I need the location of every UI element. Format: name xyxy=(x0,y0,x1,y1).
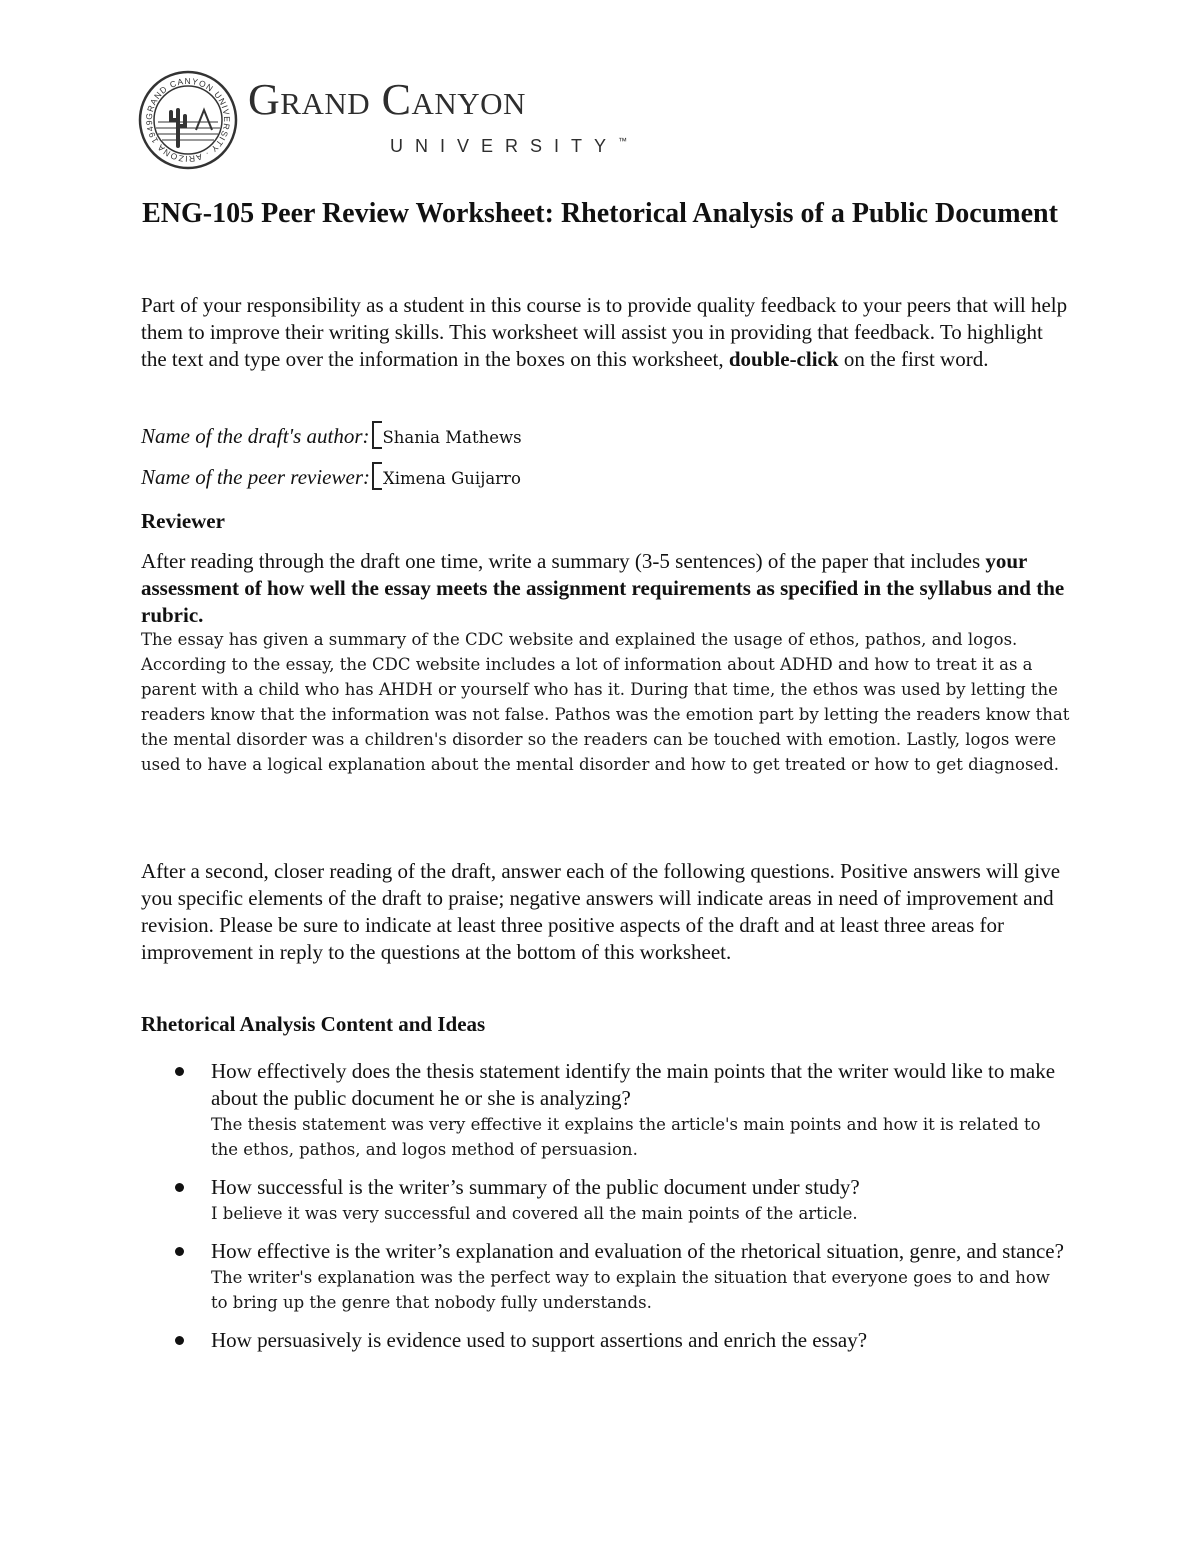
bullet-icon xyxy=(175,1247,184,1256)
author-name-field[interactable]: Shania Mathews xyxy=(382,428,522,447)
content-ideas-heading: Rhetorical Analysis Content and Ideas xyxy=(141,1012,486,1036)
question-text: How effective is the writer’s explanation and evaluation of the rhetorical situation, genre, and stance? xyxy=(211,1239,1064,1263)
logo-wordmark: Grand Canyon xyxy=(248,75,526,124)
peer-label: Name of the peer reviewer: xyxy=(141,465,370,489)
answer-field[interactable]: The thesis statement was very effective it explains the article's main points and how it is related to the ethos, pathos, and logos method of persuasion. xyxy=(211,1115,1041,1159)
university-logo xyxy=(138,70,628,170)
list-item xyxy=(141,1174,1071,1226)
logo-subtitle: UNIVERSITY™ xyxy=(390,136,628,156)
university-seal-icon xyxy=(138,70,238,170)
question-text: How successful is the writer’s summary of the public document under study? xyxy=(211,1175,860,1199)
reviewer-heading: Reviewer xyxy=(141,509,225,533)
bullet-icon xyxy=(175,1067,184,1076)
question-text: How persuasively is evidence used to support assertions and enrich the essay? xyxy=(211,1328,868,1352)
form-field-bracket xyxy=(372,462,382,490)
author-name-row xyxy=(141,421,522,449)
answer-field[interactable]: The writer's explanation was the perfect way to explain the situation that everyone goes to and how to bring up the genre that nobody fully understands. xyxy=(211,1268,1050,1312)
bullet-icon xyxy=(175,1183,184,1192)
form-field-bracket xyxy=(372,421,382,449)
answer-field[interactable]: I believe it was very successful and covered all the main points of the article. xyxy=(211,1204,858,1223)
svg-text:GRAND CANYON UNIVERSITY · ARIZ: GRAND CANYON UNIVERSITY · ARIZONA 1949 xyxy=(143,75,233,165)
page-title: ENG-105 Peer Review Worksheet: Rhetorical Analysis of a Public Document xyxy=(142,198,1058,229)
list-item xyxy=(141,1058,1071,1162)
peer-name-field[interactable]: Ximena Guijarro xyxy=(382,469,521,488)
intro-paragraph: Part of your responsibility as a student in this course is to provide quality feedback to your peers that will help them to improve their writing skills. This worksheet will assist you in providing that feedback. To highlight the text and type over the information in the boxes on this worksheet, double-click on the first word. xyxy=(141,293,1068,371)
second-reading-paragraph: After a second, closer reading of the draft, answer each of the following questions. Positive answers will give you specific elements of the draft to praise; negative answers will indicate areas in need of improvement and revision. Please be sure to indicate at least three positive aspects of the draft and at least three areas for improvement in reply to the questions at the bottom of this worksheet. xyxy=(141,859,1061,964)
bullet-icon xyxy=(175,1336,184,1345)
question-list xyxy=(141,1058,1071,1366)
author-label: Name of the draft's author: xyxy=(141,424,370,448)
reviewer-summary-field[interactable]: The essay has given a summary of the CDC website and explained the usage of ethos, pathos, and logos. According to the essay, the CDC website includes a lot of information about ADHD and how to treat it as a parent with a child who has AHDH or yourself who has it. During that time, the ethos was used by letting the readers know that the information was not false. Pathos was the emotion part by letting the readers know that the mental disorder was a children's disorder so the readers can be touched with emotion. Lastly, logos were used to have a logical explanation about the mental disorder and how to get treated or how to get diagnosed. xyxy=(141,630,1070,774)
reviewer-instructions: After reading through the draft one time, write a summary (3-5 sentences) of the paper that includes your assessment of how well the essay meets the assignment requirements as specified in the syllabus and the rubric. xyxy=(141,549,1065,627)
peer-name-row xyxy=(141,462,521,490)
list-item xyxy=(141,1238,1071,1315)
list-item xyxy=(141,1327,1071,1354)
question-text: How effectively does the thesis statement identify the main points that the writer would like to make about the public document he or she is analyzing? xyxy=(211,1059,1056,1110)
